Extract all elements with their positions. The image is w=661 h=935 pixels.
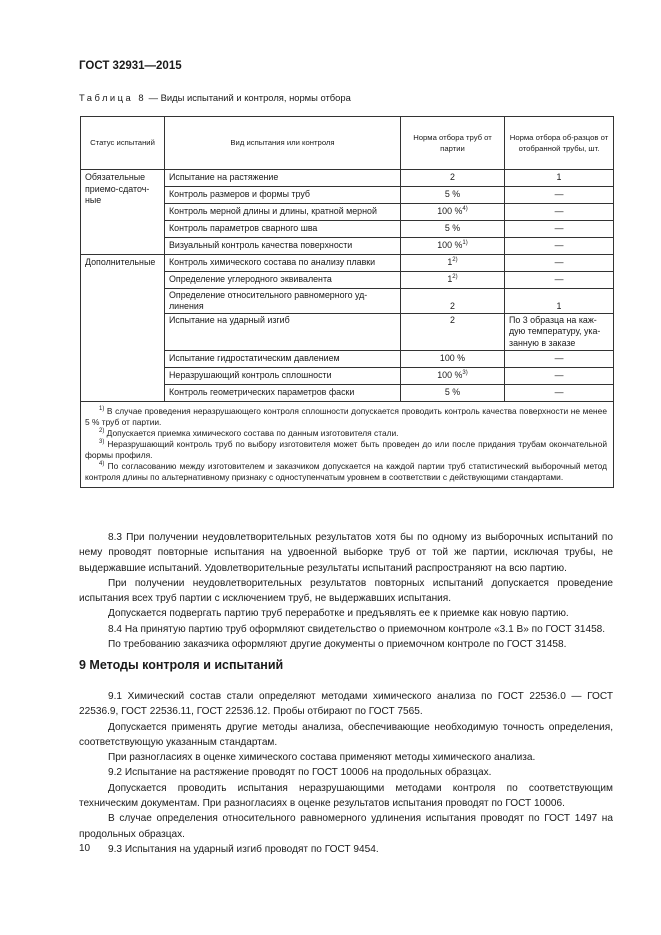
note-text: По согласованию между изготовителем и заказчиком допускается на каждой партии труб статистический выборочный метод контроля длины по альтернативному признаку с одноступенчатым уровнем в соответствии с действующими стандартами. (85, 461, 607, 483)
test-kind-cell: Контроль параметров сварного шва (165, 221, 401, 238)
footnote-ref: 2) (452, 257, 458, 264)
pipe-norm-cell (401, 221, 505, 238)
test-kind-cell: Испытание гидростатическим давлением (165, 350, 401, 367)
page-number: 10 (79, 843, 91, 854)
pipe-norm-cell (401, 204, 505, 221)
test-kind-cell: Испытание на ударный изгиб (165, 314, 401, 350)
paragraph: Допускается подвергать партию труб переработке и предъявлять ее к приемке как новую партию. (108, 608, 569, 620)
test-kind-cell: Контроль химического состава по анализу плавки (165, 255, 401, 272)
sample-norm-cell: — (505, 350, 614, 367)
pipe-norm-cell (401, 367, 505, 384)
pipe-norm-value: 5 % (444, 189, 461, 200)
table-note (85, 406, 607, 428)
pipe-norm-value: 2 (450, 315, 455, 326)
sample-norm-cell: — (505, 187, 614, 204)
test-kind-cell: Испытание на растяжение (165, 170, 401, 187)
pipe-norm-value: 100 % (437, 206, 463, 217)
column-header-kind: Вид испытания или контроля (165, 117, 401, 170)
table-note (85, 428, 607, 439)
sample-norm-cell: По 3 образца на каж-дую температуру, ука-занную в заказе (505, 314, 614, 350)
table-body (81, 170, 614, 488)
sample-norm-cell: — (505, 255, 614, 272)
paragraph: 9.3 Испытания на ударный изгиб проводят по ГОСТ 9454. (108, 843, 379, 855)
footnote-ref: 4) (462, 206, 468, 213)
paragraph: В случае определения относительного равномерного удлинения испытания проводят по ГОСТ 1497 на продольных образцах. (79, 813, 613, 840)
test-kind-cell: Определение относительного равномерного уд-линения (165, 289, 401, 314)
pipe-norm-cell (401, 187, 505, 204)
table-notes (81, 401, 614, 488)
note-mark: 4) (99, 461, 105, 468)
paragraph: 9.2 Испытание на растяжение проводят по ГОСТ 10006 на продольных образцах. (108, 767, 492, 779)
paragraph: 8.4 На принятую партию труб оформляют свидетельство о приемочном контроле «3.1 В» по ГОСТ 31458. (108, 623, 606, 635)
pipe-norm-value: 2 (450, 172, 455, 183)
column-header-status: Статус испытаний (81, 117, 165, 170)
section-8-text (79, 530, 613, 652)
note-mark: 2) (99, 428, 105, 435)
sample-norm-cell: — (505, 384, 614, 401)
sample-norm-cell: — (505, 238, 614, 255)
pipe-norm-value: 1 (447, 274, 453, 285)
table-row (81, 255, 614, 272)
table-header-row (81, 117, 614, 170)
pipe-norm-cell (401, 272, 505, 289)
sample-norm-cell: — (505, 367, 614, 384)
document-header: ГОСТ 32931—2015 (79, 60, 182, 72)
table-note (85, 439, 607, 461)
table-caption (79, 92, 351, 103)
table-caption-lead: Таблица 8 (79, 92, 147, 103)
test-kind-cell: Неразрушающий контроль сплошности (165, 367, 401, 384)
note-text: Неразрушающий контроль труб по выбору изготовителя может быть проведен до или после придания трубам окончательной формы профиля. (85, 438, 607, 460)
pipe-norm-value: 5 % (444, 387, 461, 398)
note-mark: 1) (99, 405, 105, 412)
test-kind-cell: Контроль мерной длины и длины, кратной мерной (165, 204, 401, 221)
table-caption-title: — Виды испытаний и контроля, нормы отбора (146, 92, 351, 103)
sample-norm-cell: 1 (505, 170, 614, 187)
test-kind-cell: Контроль геометрических параметров фаски (165, 384, 401, 401)
table-note (85, 461, 607, 483)
sample-norm-cell: — (505, 221, 614, 238)
pipe-norm-cell (401, 384, 505, 401)
pipe-norm-cell (401, 170, 505, 187)
paragraph: При разногласиях в оценке химического состава применяют методы химического анализа. (108, 752, 536, 764)
pipe-norm-value: 2 (450, 301, 455, 312)
status-cell: Дополнительные (81, 255, 165, 402)
section-9-text (79, 689, 613, 857)
test-kind-cell: Определение углеродного эквивалента (165, 272, 401, 289)
sample-norm-cell: 1 (505, 289, 614, 314)
column-header-norm-samples: Норма отбора об-разцов от отобранной трубы, шт. (505, 117, 614, 170)
pipe-norm-value: 100 % (437, 240, 463, 251)
note-text: В случае проведения неразрушающего контроля сплошности допускается проводить контроль качества поверхности не менее 5 % труб от партии. (85, 405, 607, 427)
pipe-norm-value: 100 % (437, 370, 463, 381)
paragraph: Допускается проводить испытания неразрушающими методами контроля по соответствующим техническим документам. При разногласиях в оценке результатов испытания проводят по ГОСТ 10006. (79, 782, 613, 810)
footnote-ref: 2) (452, 274, 458, 281)
footnote-ref: 3) (462, 370, 468, 377)
sampling-table (80, 116, 614, 488)
section-9-heading: 9 Методы контроля и испытаний (79, 658, 284, 672)
paragraph: 9.1 Химический состав стали определяют методами химического анализа по ГОСТ 22536.0 — ГОСТ 22536.9, ГОСТ 22536.11, ГОСТ 22536.12. Пробы отбирают по ГОСТ 7565. (79, 691, 613, 718)
pipe-norm-cell (401, 350, 505, 367)
paragraph: При получении неудовлетворительных результатов повторных испытаний допускается проведение испытания всех труб партии с исключением труб, не выдержавших испытания. (79, 577, 613, 605)
sample-norm-cell: — (505, 204, 614, 221)
sample-norm-cell: — (505, 272, 614, 289)
pipe-norm-cell (401, 314, 505, 350)
table-notes-row (81, 401, 614, 488)
pipe-norm-value: 1 (447, 257, 453, 268)
note-text: Допускается приемка химического состава по данным изготовителя стали. (106, 427, 399, 438)
pipe-norm-cell (401, 255, 505, 272)
pipe-norm-cell (401, 238, 505, 255)
test-kind-cell: Визуальный контроль качества поверхности (165, 238, 401, 255)
pipe-norm-value: 5 % (444, 223, 461, 234)
paragraph: Допускается применять другие методы анализа, обеспечивающие необходимую точность определения, соответствующую указанным стандартам. (79, 721, 613, 748)
paragraph: По требованию заказчика оформляют другие документы о приемочном контроле по ГОСТ 31458. (108, 639, 567, 651)
column-header-norm-pipes: Норма отбора труб от партии (401, 117, 505, 170)
table-row (81, 170, 614, 187)
pipe-norm-cell (401, 289, 505, 314)
footnote-ref: 1) (462, 240, 468, 247)
pipe-norm-value: 100 % (439, 353, 466, 364)
note-mark: 3) (99, 439, 105, 446)
status-cell: Обязательные приемо-сдаточ-ные (81, 170, 165, 255)
paragraph: 8.3 При получении неудовлетворительных результатов хотя бы по одному из выборочных испытаний по нему проводят повторные испытания на удвоенной выборке труб от той же партии, исключая трубы, не выдержавшие испытаний. Удовлетворительные результаты испытаний распространяют на всю партию. (79, 532, 613, 574)
test-kind-cell: Контроль размеров и формы труб (165, 187, 401, 204)
